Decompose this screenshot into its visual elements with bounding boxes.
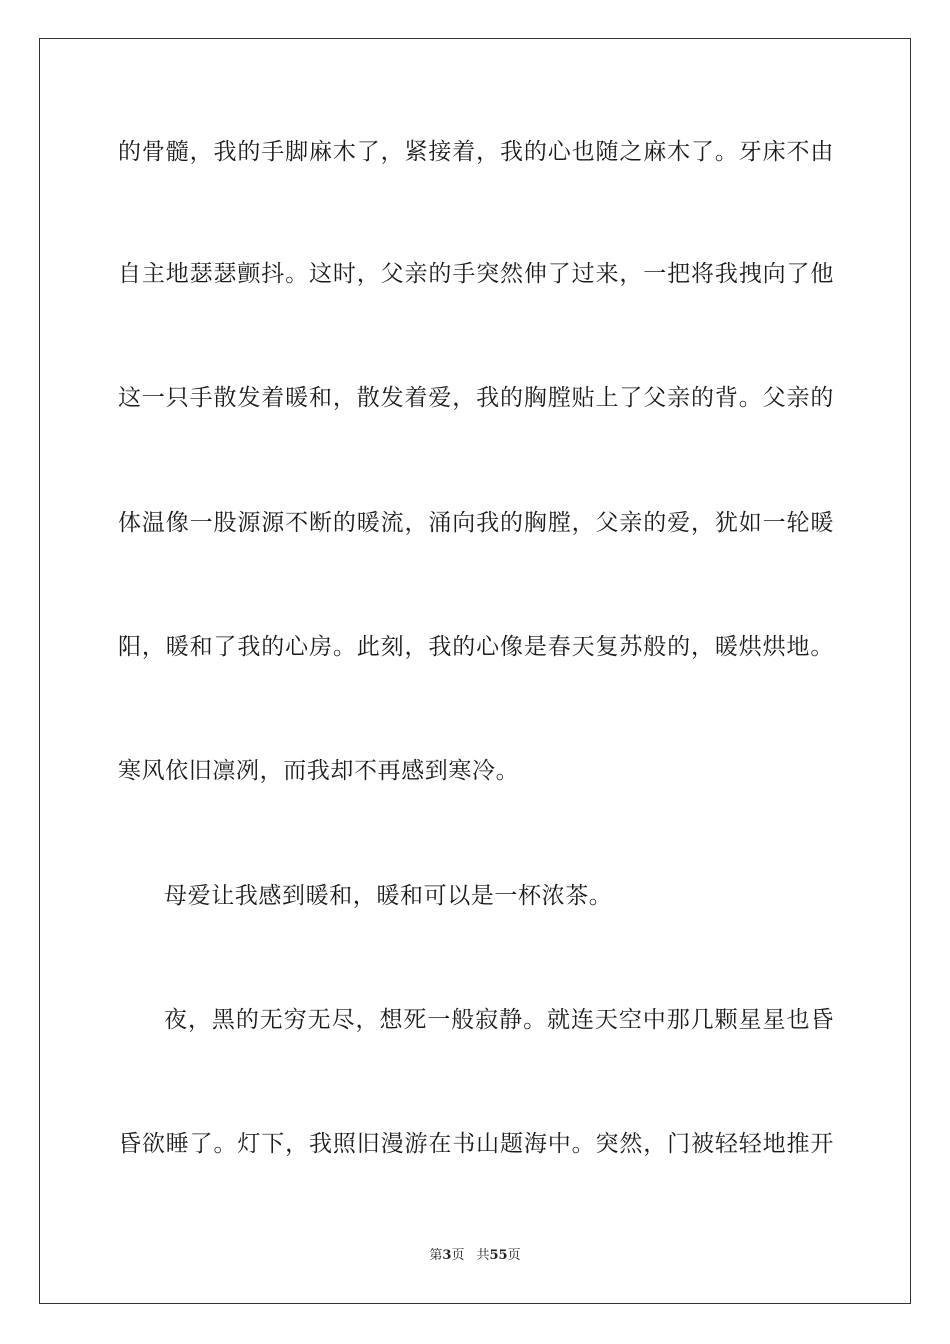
text-line-2: 自主地瑟瑟颤抖。这时，父亲的手突然伸了过来，一把将我拽向了他 [118,261,834,287]
text-line-6: 寒风依旧凛冽，而我却不再感到寒冷。 [118,758,520,784]
page-border [39,38,911,1304]
text-line-8: 夜，黑的无穷无尽，想死一般寂静。就连天空中那几颗星星也昏 [164,1007,834,1033]
page-prefix: 第 [429,1248,443,1263]
total-pages: 55 [489,1248,508,1263]
page-suffix: 页 [451,1248,465,1263]
page-footer [0,1247,950,1265]
total-prefix: 共 [476,1248,490,1263]
text-line-7: 母爱让我感到暖和，暖和可以是一杯浓茶。 [164,883,613,909]
total-suffix: 页 [507,1248,521,1263]
page-number: 3 [442,1248,452,1263]
text-line-1: 的骨髓，我的手脚麻木了，紧接着，我的心也随之麻木了。牙床不由 [118,139,834,165]
text-line-3: 这一只手散发着暖和，散发着爱，我的胸膛贴上了父亲的背。父亲的 [118,385,834,411]
text-line-4: 体温像一股源源不断的暖流，涌向我的胸膛，父亲的爱，犹如一轮暖 [118,510,834,536]
text-line-9: 昏欲睡了。灯下，我照旧漫游在书山题海中。突然，门被轻轻地推开 [118,1131,834,1157]
text-line-5: 阳，暖和了我的心房。此刻，我的心像是春天复苏般的，暖烘烘地。 [118,634,834,660]
